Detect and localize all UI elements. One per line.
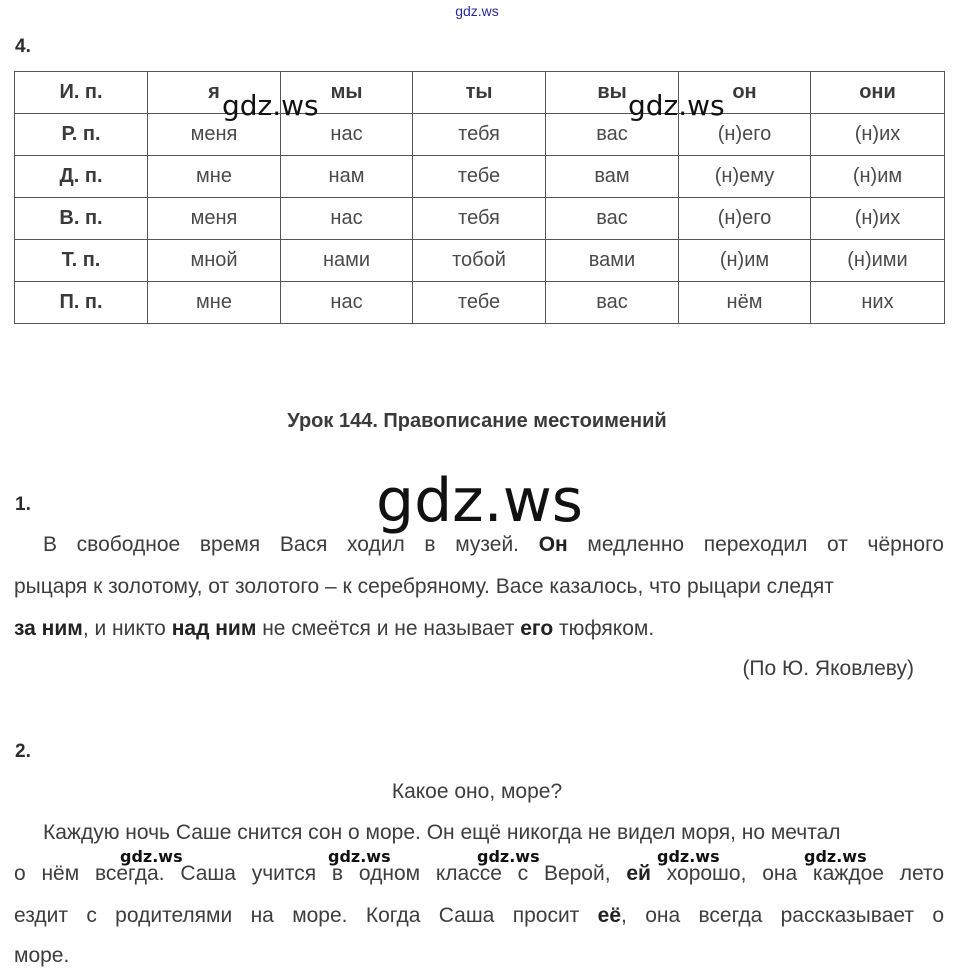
table-header-row <box>15 72 945 114</box>
table-cell: нам <box>281 156 413 198</box>
table-cell: меня <box>148 198 281 240</box>
task-2-line-4: море. <box>14 944 70 967</box>
watermark-table-right: gdz.ws <box>628 89 725 122</box>
text-span: , и никто <box>82 617 166 640</box>
task-4-number: 4. <box>15 36 31 57</box>
table-cell: тебя <box>413 198 546 240</box>
task-2-number: 2. <box>15 741 31 762</box>
task-2-line-3 <box>14 895 944 937</box>
watermark-small: gdz.ws <box>328 847 391 866</box>
table-cell: них <box>811 282 945 324</box>
table-cell: нём <box>679 282 811 324</box>
watermark-small: gdz.ws <box>477 847 540 866</box>
table-cell: (н)им <box>811 156 945 198</box>
lesson-title: Урок 144. Правописание местоимений <box>287 410 667 432</box>
pronoun-header: мы <box>281 72 413 114</box>
table-cell: нас <box>281 282 413 324</box>
watermark-small: gdz.ws <box>657 847 720 866</box>
table-cell: (н)его <box>679 198 811 240</box>
table-cell: вас <box>546 198 679 240</box>
pronoun-header: он <box>679 72 811 114</box>
table-cell: мне <box>148 156 281 198</box>
text-span: тюфяком. <box>559 617 655 640</box>
table-cell: (н)им <box>679 240 811 282</box>
table-cell: (н)их <box>811 198 945 240</box>
case-label: И. п. <box>15 72 148 114</box>
table-cell: вам <box>546 156 679 198</box>
task-1-line-3 <box>14 608 944 650</box>
pronoun-header: вы <box>546 72 679 114</box>
text-span: Каждую ночь Саше снится сон о море. Он ещё никогда не видел моря, но мечтал <box>43 821 841 844</box>
table-row <box>15 114 945 156</box>
table-cell: (н)их <box>811 114 945 156</box>
table-cell: вас <box>546 114 679 156</box>
watermark-large: gdz.ws <box>376 466 584 536</box>
table-cell: тебе <box>413 156 546 198</box>
table-cell: вас <box>546 282 679 324</box>
text-span: , она всегда рассказывает о <box>621 904 944 927</box>
text-span: медленно переходил от чёрного <box>587 533 944 556</box>
pronoun-highlight: над ним <box>171 617 257 640</box>
watermark-table-left: gdz.ws <box>222 89 319 122</box>
pronoun-highlight: его <box>520 617 554 640</box>
pronoun-highlight: её <box>597 904 622 927</box>
pronoun-header: они <box>811 72 945 114</box>
task-1-source: (По Ю. Яковлеву) <box>742 657 914 680</box>
case-label: В. п. <box>15 198 148 240</box>
declension-table <box>14 71 945 324</box>
case-label: Р. п. <box>15 114 148 156</box>
watermark-top: gdz.ws <box>455 3 499 19</box>
pronoun-header: я <box>148 72 281 114</box>
text-span: В свободное время Вася ходил в музей. <box>43 533 520 556</box>
text-span: хорошо, она каждое лето <box>666 862 945 885</box>
table-cell: мне <box>148 282 281 324</box>
table-row <box>15 240 945 282</box>
table-row <box>15 282 945 324</box>
pronoun-header: ты <box>413 72 546 114</box>
table-cell: нас <box>281 114 413 156</box>
task-2-title: Какое оно, море? <box>391 780 563 803</box>
watermark-small: gdz.ws <box>804 847 867 866</box>
table-row <box>15 198 945 240</box>
text-span: не смеётся и не называет <box>262 617 515 640</box>
task-1-line-1 <box>14 524 944 566</box>
case-label: Д. п. <box>15 156 148 198</box>
text-span: ездит с родителями на море. Когда Саша просит <box>14 904 580 927</box>
text-span: о нём всегда. Саша учится в одном классе с Верой, <box>14 862 611 885</box>
pronoun-highlight: ей <box>626 862 651 885</box>
table-row <box>15 156 945 198</box>
table-cell: нас <box>281 198 413 240</box>
case-label: Т. п. <box>15 240 148 282</box>
case-label: П. п. <box>15 282 148 324</box>
table-cell: тобой <box>413 240 546 282</box>
table-cell: нами <box>281 240 413 282</box>
table-cell: (н)его <box>679 114 811 156</box>
table-cell: меня <box>148 114 281 156</box>
table-cell: вами <box>546 240 679 282</box>
task-1-number: 1. <box>15 494 31 515</box>
task-2-line-2 <box>14 853 944 895</box>
table-cell: (н)ими <box>811 240 945 282</box>
watermark-small: gdz.ws <box>120 847 183 866</box>
table-cell: тебе <box>413 282 546 324</box>
task-1-line-2: рыцаря к золотому, от золотого – к серебряному. Васе казалось, что рыцари следят <box>14 575 834 598</box>
pronoun-highlight: за ним <box>14 617 83 640</box>
pronoun-highlight: Он <box>538 533 568 556</box>
table-cell: мной <box>148 240 281 282</box>
table-cell: (н)ему <box>679 156 811 198</box>
table-cell: тебя <box>413 114 546 156</box>
